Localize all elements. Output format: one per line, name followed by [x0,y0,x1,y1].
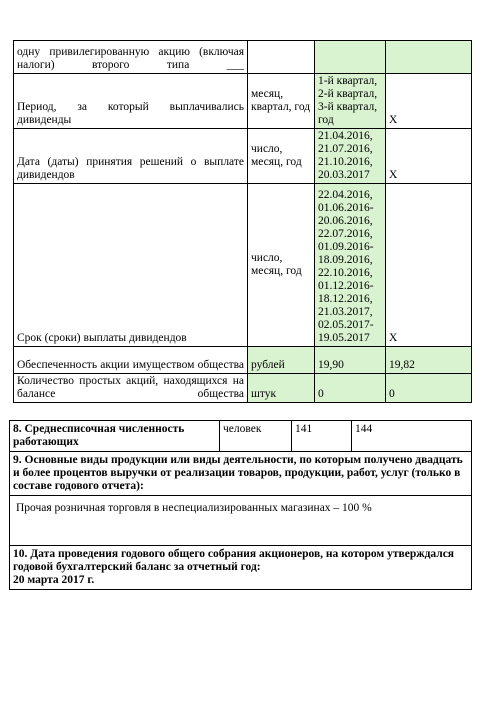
row-value-previous: X [386,129,472,184]
row-value-previous [386,41,472,74]
row-label: одну привилегированную акцию (включая налоги) второго типа ___ [14,41,248,74]
table-row [14,74,472,129]
row-label: Дата (даты) принятия решений о выплате дивидендов [14,129,248,184]
section-9-content-row [10,496,472,546]
row-unit: число, месяц, год [248,184,315,347]
table-row [14,347,472,374]
row-value-current: 22.04.2016, 01.06.2016-20.06.2016, 22.07.2016, 01.09.2016-18.09.2016, 22.10.2016, 01.12.2016-18.12.2016, 21.03.2017, 02.05.2017-19.05.2017 [315,184,386,347]
table-row [14,129,472,184]
headcount-current: 141 [292,421,352,452]
section-10-row [10,546,472,590]
row-unit [248,41,315,74]
activities-content: Прочая розничная торговля в неспециализированных магазинах – 100 % [10,496,472,546]
row-label: Период, за который выплачивались дивиденды [14,74,248,129]
row-unit: рублей [248,347,315,374]
row-value-previous: X [386,74,472,129]
section-8-row [10,421,472,452]
row-value-previous: 0 [386,374,472,403]
row-value-current: 21.04.2016, 21.07.2016, 21.10.2016, 20.03.2017 [315,129,386,184]
meeting-date-block [10,546,472,590]
headcount-label: 8. Среднесписочная численность работающих [10,421,220,452]
row-value-previous: 19,82 [386,347,472,374]
row-label: Обеспеченность акции имуществом общества [14,347,248,374]
row-value-current [315,41,386,74]
report-sections-table [9,420,472,590]
row-label: Количество простых акций, находящихся на балансе общества [14,374,248,403]
dividends-table [13,40,472,403]
meeting-date-heading: 10. Дата проведения годового общего собрания акционеров, на котором утверждался годовой бухгалтерский баланс за отчетный год: [13,548,455,573]
table-row [14,184,472,347]
activities-heading: 9. Основные виды продукции или виды деятельности, по которым получено двадцать и более процентов выручки от реализации товаров, продукции, работ, услуг (только в составе годового отчета): [10,452,472,496]
headcount-previous: 144 [352,421,472,452]
headcount-unit: человек [220,421,292,452]
row-unit: месяц, квартал, год [248,74,315,129]
row-value-current: 19,90 [315,347,386,374]
row-unit: штук [248,374,315,403]
row-value-current: 1-й квартал, 2-й квартал, 3-й квартал, год [315,74,386,129]
row-value-previous: X [386,184,472,347]
row-label: Срок (сроки) выплаты дивидендов [14,184,248,347]
row-value-current: 0 [315,374,386,403]
meeting-date-value: 20 марта 2017 г. [13,574,95,586]
table-row [14,41,472,74]
section-9-title-row [10,452,472,496]
row-unit: число, месяц, год [248,129,315,184]
table-row [14,374,472,403]
